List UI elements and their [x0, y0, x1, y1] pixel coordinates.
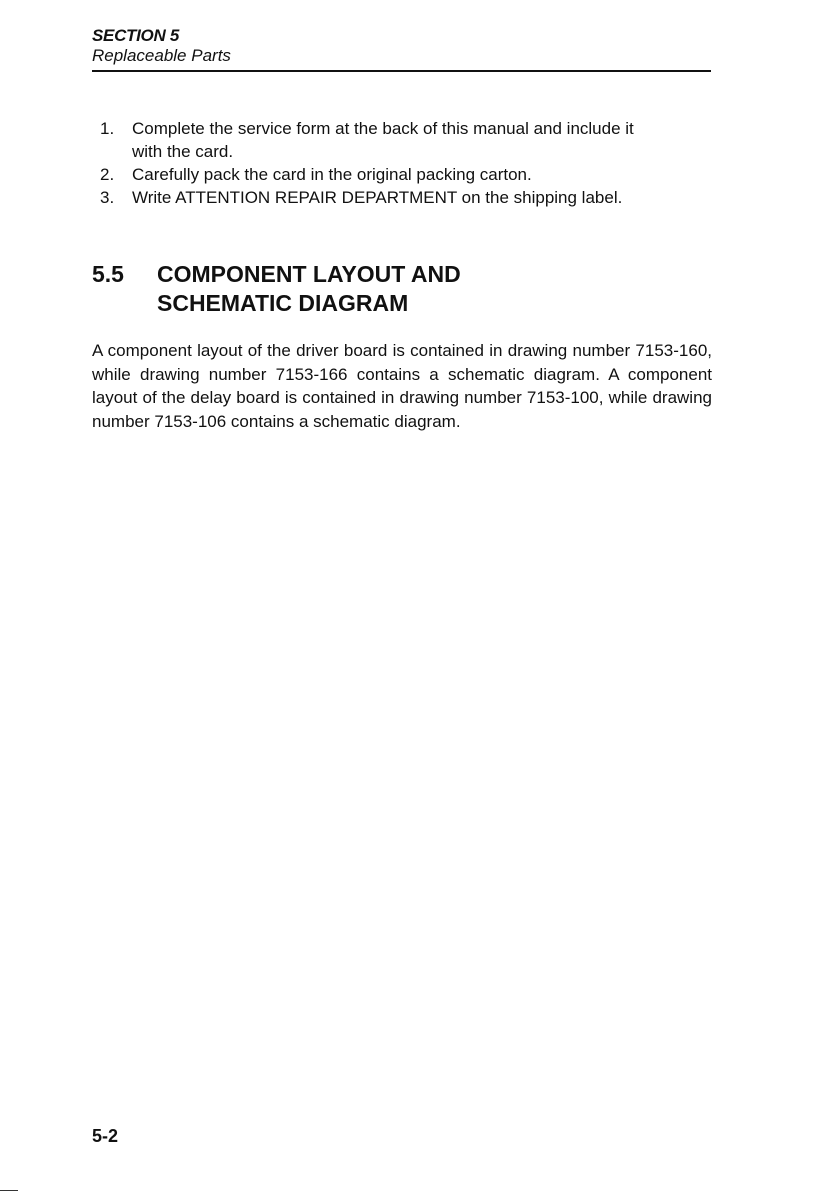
section-heading-title: [157, 260, 677, 318]
step-item: [100, 186, 740, 209]
step-text-line: Write ATTENTION REPAIR DEPARTMENT on the shipping label.: [132, 188, 623, 207]
step-item: [100, 117, 740, 163]
header-rule: [92, 70, 711, 72]
step-text-line: Carefully pack the card in the original packing carton.: [132, 165, 532, 184]
body-paragraph: A component layout of the driver board is contained in drawing number 7153-160, while drawing number 7153-166 contains a schematic diagram. A component layout of the delay board is contained in drawing number 7153-100, while drawing number 7153-106 contains a schematic diagram.: [92, 341, 712, 431]
section-label: SECTION 5: [92, 26, 180, 45]
step-number: 3.: [100, 188, 115, 207]
step-number: 2.: [100, 165, 115, 184]
section-heading-title-line: COMPONENT LAYOUT AND: [157, 261, 461, 287]
step-number: 1.: [100, 119, 115, 138]
running-head: [92, 26, 712, 66]
page-number: 5-2: [92, 1126, 119, 1146]
section-heading-number: 5.5: [92, 261, 124, 287]
step-text-line: with the card.: [132, 142, 234, 161]
section-heading-title-line: SCHEMATIC DIAGRAM: [157, 290, 409, 316]
step-text-line: Complete the service form at the back of this manual and include it: [132, 119, 634, 138]
step-item: [100, 163, 740, 186]
scan-edge-mark: [0, 1190, 18, 1191]
section-subtitle: Replaceable Parts: [92, 46, 231, 65]
procedure-steps: [100, 117, 740, 209]
